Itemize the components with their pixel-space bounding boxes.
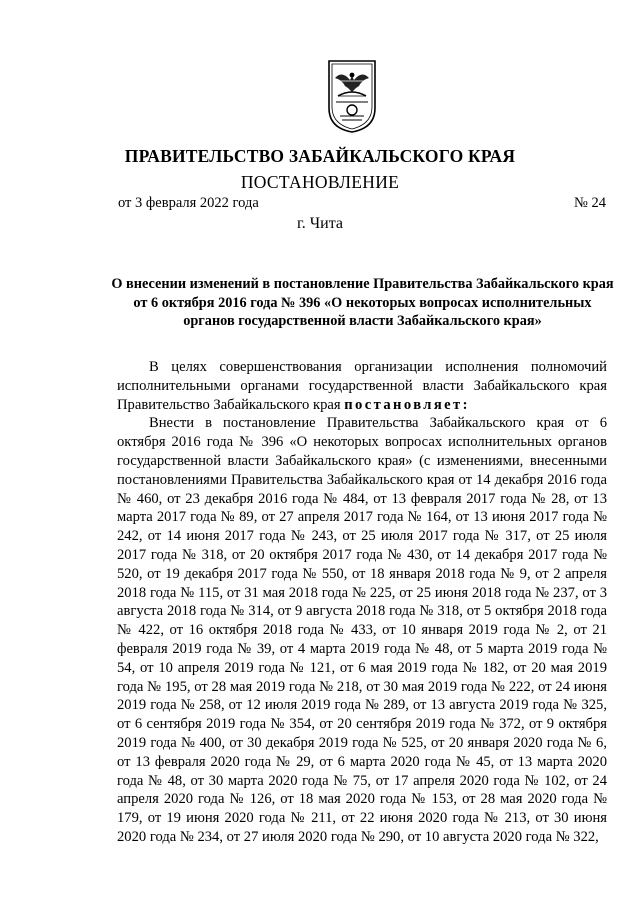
document-city: г. Чита	[296, 215, 343, 232]
coat-of-arms-icon	[326, 58, 378, 134]
document-date: от 3 февраля 2022 года	[118, 195, 259, 211]
preamble-text: В целях совершенствования организации исполнения полномочий исполнительными органами государственной власти Забайкальского края Правительство Забайкальского края	[117, 359, 607, 413]
resolves-keyword: постановляет:	[344, 396, 470, 413]
document-type: ПОСТАНОВЛЕНИЕ	[240, 172, 400, 192]
amendment-paragraph: Внести в постановление Правительства Забайкальского края от 6 октября 2016 года № 396 «О некоторых вопросах исполнительных органов государственной власти Забайкальского края» (с изменениями, внесенными постановлениями Правительства Забайкальского края от 14 декабря 2016 года № 460, от 23 декабря 2016 года № 484, от 13 февраля 2017 года № 28, от 13 марта 2017 года № 89, от 27 апреля 2017 года № 164, от 13 июня 2017 года № 242, от 14 июня 2017 года № 243, от 25 июля 2017 года № 317, от 25 июля 2017 года № 318, от 20 октября 2017 года № 430, от 14 декабря 2017 года № 520, от 19 декабря 2017 года № 550, от 18 января 2018 года № 9, от 2 апреля 2018 года № 115, от 31 мая 2018 года № 225, от 25 июня 2018 года № 237, от 3 августа 2018 года № 314, от 9 августа 2018 года № 318, от 5 октября 2018 года № 422, от 16 октября 2018 года № 433, от 10 января 2019 года № 2, от 21 февраля 2019 года № 39, от 4 марта 2019 года № 48, от 5 марта 2019 года № 54, от 10 апреля 2019 года № 121, от 6 мая 2019 года № 182, от 20 мая 2019 года № 195, от 28 мая 2019 года № 218, от 30 мая 2019 года № 222, от 24 июня 2019 года № 258, от 12 июля 2019 года № 289, от 13 августа 2019 года № 325, от 6 сентября 2019 года № 354, от 20 сентября 2019 года № 372, от 9 октября 2019 года № 400, от 30 декабря 2019 года № 525, от 20 января 2020 года № 6, от 13 февраля 2020 года № 29, от 6 марта 2020 года № 45, от 13 марта 2020 года № 48, от 30 марта 2020 года № 75, от 17 апреля 2020 года № 102, от 24 апреля 2020 года № 126, от 18 мая 2020 года № 153, от 28 мая 2020 года № 179, от 19 июня 2020 года № 211, от 22 июня 2020 года № 213, от 30 июня 2020 года № 234, от 27 июля 2020 года № 290, от 10 августа 2020 года № 322,	[117, 415, 607, 845]
document-number: № 24	[574, 195, 606, 211]
document-body	[117, 358, 607, 847]
document-subject: О внесении изменений в постановление Правительства Забайкальского края от 6 октября 2016 года № 396 «О некоторых вопросах исполнительных органов государственной власти Забайкальского края»	[111, 276, 614, 329]
preamble-paragraph	[117, 358, 607, 414]
government-title: ПРАВИТЕЛЬСТВО ЗАБАЙКАЛЬСКОГО КРАЯ	[124, 146, 516, 166]
